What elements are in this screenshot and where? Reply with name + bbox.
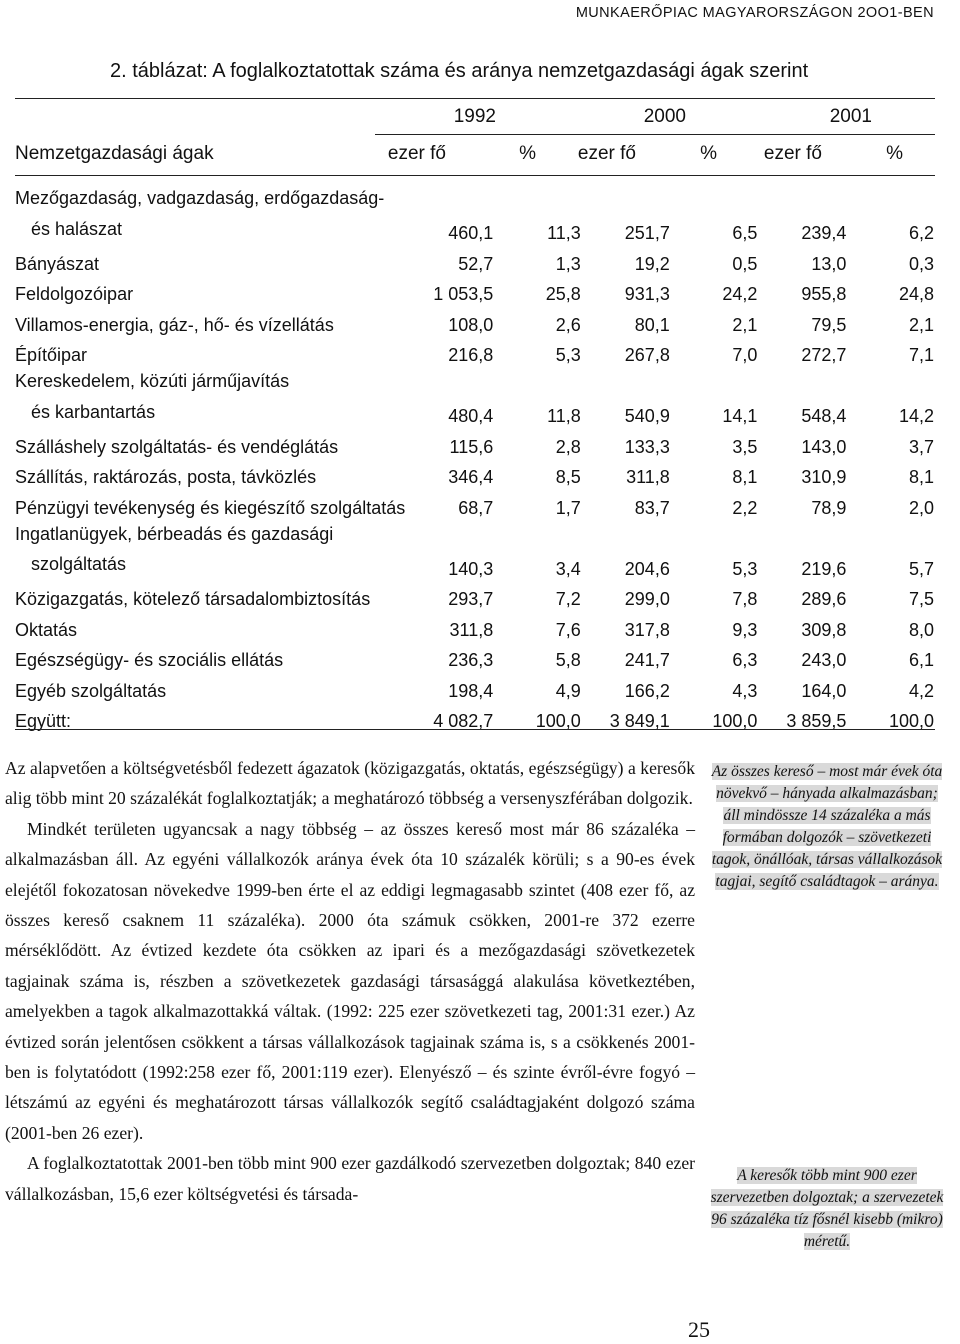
table-cell: 293,7 bbox=[448, 589, 494, 609]
row-label-line: Feldolgozóipar bbox=[15, 284, 134, 304]
row-label-line: Villamos-energia, gáz-, hő- és vízellátás bbox=[15, 314, 334, 335]
table-cell: 11,3 bbox=[547, 223, 581, 243]
table-row bbox=[15, 275, 935, 306]
table-row bbox=[15, 183, 935, 244]
table-cell: 239,4 bbox=[801, 223, 847, 243]
row-label bbox=[15, 305, 405, 336]
table-cell: 236,3 bbox=[448, 650, 494, 670]
table-cell: 133,3 bbox=[624, 436, 670, 457]
table-cell: 14,1 bbox=[722, 406, 758, 426]
body-paragraph: Az alapvetően a költségvetésből fedezett ágazatok (közigazgatás, oktatás, egészségügy) a keresők alig több mint 20 százalékát foglalkoztatják; a meghatározó többség a versenyszférában dolgozik. bbox=[5, 758, 695, 809]
employment-table bbox=[15, 183, 935, 732]
table-cell: 4,3 bbox=[732, 680, 758, 701]
page-number: 25 bbox=[688, 1317, 710, 1342]
table-row bbox=[15, 366, 935, 427]
row-label bbox=[15, 519, 405, 580]
table-cell: 548,4 bbox=[801, 406, 847, 426]
table-cell: 108,0 bbox=[448, 314, 494, 335]
row-label bbox=[15, 183, 405, 244]
table-cell: 100,0 bbox=[888, 711, 934, 731]
row-label-line: Kereskedelem, közúti járműjavítás bbox=[15, 371, 290, 391]
table-cell: 8,0 bbox=[908, 619, 934, 640]
table-cell: 100,0 bbox=[712, 711, 758, 731]
table-cell: 241,7 bbox=[624, 650, 670, 670]
table-cell: 11,8 bbox=[547, 406, 581, 426]
table-cell: 7,5 bbox=[908, 589, 934, 609]
table-cell: 540,9 bbox=[624, 406, 670, 426]
table-cell: 68,7 bbox=[458, 497, 494, 518]
row-label-line: Egészségügy- és szociális ellátás bbox=[15, 650, 284, 670]
table-cell: 309,8 bbox=[801, 619, 847, 640]
row-label-line: és halászat bbox=[31, 218, 123, 239]
table-cell: 0,5 bbox=[732, 253, 758, 274]
row-label bbox=[15, 671, 405, 702]
row-label-line: Pénzügyi tevékenység és kiegészítő szolgáltatás bbox=[15, 497, 406, 518]
table-top-rule bbox=[15, 98, 935, 99]
table-cell: 52,7 bbox=[458, 253, 494, 274]
table-cell: 24,8 bbox=[898, 284, 934, 304]
year-rule bbox=[375, 134, 935, 135]
header-col-2000-ezer: ezer fő bbox=[577, 143, 636, 164]
table-row bbox=[15, 641, 935, 672]
table-cell: 13,0 bbox=[811, 253, 847, 274]
table-cell: 3 849,1 bbox=[609, 711, 670, 731]
table-cell: 272,7 bbox=[801, 345, 847, 365]
table-cell: 317,8 bbox=[624, 619, 670, 640]
table-cell: 251,7 bbox=[624, 223, 670, 243]
table-cell: 4,2 bbox=[908, 680, 934, 701]
table-cell: 6,3 bbox=[732, 650, 758, 670]
row-label-line: Egyéb szolgáltatás bbox=[15, 680, 167, 701]
table-cell: 164,0 bbox=[801, 680, 847, 701]
table-row bbox=[15, 427, 935, 458]
table-cell: 289,6 bbox=[801, 589, 847, 609]
table-cell: 3,5 bbox=[732, 436, 758, 457]
table-cell: 166,2 bbox=[624, 680, 670, 701]
header-col-1992-pct: % bbox=[519, 143, 536, 164]
running-head: MUNKAERŐPIAC MAGYARORSZÁGON 2OO1-BEN bbox=[575, 5, 934, 21]
margin-note-employment bbox=[707, 761, 947, 893]
table-cell: 2,1 bbox=[732, 314, 758, 335]
table-cell: 346,4 bbox=[448, 467, 494, 487]
table-cell: 310,9 bbox=[801, 467, 847, 487]
row-label bbox=[15, 244, 405, 275]
table-cell: 8,1 bbox=[908, 467, 934, 487]
header-col-2000-pct: % bbox=[700, 143, 717, 164]
table-cell: 460,1 bbox=[448, 223, 494, 243]
year-2001: 2001 bbox=[829, 106, 872, 127]
table-cell: 2,8 bbox=[555, 436, 581, 457]
table-cell: 1,7 bbox=[555, 497, 581, 518]
table-row bbox=[15, 702, 935, 733]
table-cell: 4,9 bbox=[555, 680, 581, 701]
row-label bbox=[15, 641, 405, 672]
header-col-2001-pct: % bbox=[886, 143, 903, 164]
table-cell: 243,0 bbox=[801, 650, 847, 670]
table-cell: 8,1 bbox=[732, 467, 758, 487]
table-body bbox=[15, 183, 935, 732]
margin-note-text: A keresők több mint 900 ezer szervezetben dolgoztak; a szervezetek 96 százaléka tíz fősnél kisebb (mikro) méretű. bbox=[710, 1167, 944, 1250]
table-cell: 311,8 bbox=[626, 467, 670, 487]
table-row bbox=[15, 244, 935, 275]
table-cell: 7,6 bbox=[555, 619, 581, 640]
row-label-line: szolgáltatás bbox=[31, 554, 127, 574]
table-row bbox=[15, 610, 935, 641]
table-cell: 19,2 bbox=[634, 253, 670, 274]
row-label bbox=[15, 610, 405, 641]
table-cell: 140,3 bbox=[448, 558, 494, 579]
table-row bbox=[15, 671, 935, 702]
body-paragraph: Mindkét területen ugyancsak a nagy többség – az összes kereső most már 86 százaléka – alkalmazásban áll. Az egyéni vállalkozók aránya évek óta 10 százalék körüli; s a 90-es évek elejétől fokozatosan növekedve 1999-ben érte el az eddigi legmagasabb szintet (408 ezer fő, az összes kereső csaknem 11 százaléka). 2000 óta számuk csökken, 2001-re 372 ezerre mérséklődött. Az évtized kezdete óta csökken az ipari és a mezőgazdasági szövetkezetek tagjainak száma is, részben a szövetkezetek gazdasági társasággá alakulása következtében, amelyekben a tagok alkalmazottakká váltak. (1992: 225 ezer szövetkezeti tag, 2001:31 ezer.) Az évtized során jelentősen csökkent a társas vállalkozások tagjainak száma is, s a csökkenés 2001-ben is folytatódott (1992:258 ezer fő, 2001:119 ezer). Elenyésző – és szinte évről-évre fogyó – létszámú az egyéni és meghatározott társas vállalkozók segítő családtagjaként dolgozó száma (2001-ben 26 ezer). bbox=[5, 818, 695, 1143]
table-cell: 3,4 bbox=[555, 558, 581, 579]
table-row bbox=[15, 580, 935, 611]
table-cell: 198,4 bbox=[448, 680, 494, 701]
table-cell: 7,1 bbox=[908, 345, 934, 365]
header-col-1992-ezer: ezer fő bbox=[387, 143, 446, 164]
table-cell: 143,0 bbox=[801, 436, 847, 457]
table-cell: 3 859,5 bbox=[786, 711, 847, 731]
table-cell: 83,7 bbox=[634, 497, 670, 518]
table-cell: 480,4 bbox=[448, 406, 494, 426]
table-row bbox=[15, 458, 935, 489]
table-cell: 25,8 bbox=[545, 284, 581, 304]
table-row bbox=[15, 336, 935, 367]
table-cell: 2,1 bbox=[908, 314, 934, 335]
table-cell: 2,0 bbox=[908, 497, 934, 518]
table-cell: 100,0 bbox=[535, 711, 581, 731]
row-label bbox=[15, 427, 405, 458]
table-cell: 1 053,5 bbox=[433, 284, 494, 304]
table-cell: 80,1 bbox=[634, 314, 670, 335]
row-label-line: Bányászat bbox=[15, 253, 100, 274]
row-label-line: Oktatás bbox=[15, 619, 78, 640]
row-label-line: Közigazgatás, kötelező társadalombiztosítás bbox=[15, 589, 371, 609]
row-label bbox=[15, 275, 405, 306]
table-cell: 0,3 bbox=[908, 253, 934, 274]
header-branch-label: Nemzetgazdasági ágak bbox=[15, 143, 214, 164]
header-col-2001-ezer: ezer fő bbox=[763, 143, 822, 164]
year-2000: 2000 bbox=[643, 106, 686, 127]
table-cell: 5,3 bbox=[555, 345, 581, 365]
table-row bbox=[15, 519, 935, 580]
table-cell: 78,9 bbox=[811, 497, 847, 518]
table-cell: 6,2 bbox=[908, 223, 934, 243]
row-label-line: és karbantartás bbox=[31, 401, 156, 422]
row-label bbox=[15, 336, 405, 367]
table-cell: 6,5 bbox=[732, 223, 758, 243]
table-cell: 14,2 bbox=[898, 406, 934, 426]
table-cell: 299,0 bbox=[624, 589, 670, 609]
table-row bbox=[15, 305, 935, 336]
table-cell: 7,8 bbox=[732, 589, 758, 609]
table-cell: 7,2 bbox=[555, 589, 581, 609]
row-label bbox=[15, 366, 405, 427]
table-cell: 2,2 bbox=[732, 497, 758, 518]
row-label-line: Szálláshely szolgáltatás- és vendéglátás bbox=[15, 436, 339, 457]
table-cell: 204,6 bbox=[624, 558, 670, 579]
table-cell: 3,7 bbox=[908, 436, 934, 457]
table-cell: 24,2 bbox=[722, 284, 758, 304]
table-cell: 8,5 bbox=[555, 467, 581, 487]
table-cell: 1,3 bbox=[555, 253, 581, 274]
table-cell: 311,8 bbox=[449, 619, 494, 640]
table-row bbox=[15, 488, 935, 519]
table-cell: 5,7 bbox=[908, 558, 934, 579]
table-cell: 115,6 bbox=[449, 436, 494, 457]
table-cell: 7,0 bbox=[732, 345, 758, 365]
header-bottom-rule bbox=[15, 175, 935, 176]
table-cell: 931,3 bbox=[624, 284, 670, 304]
row-label-line: Építőipar bbox=[15, 345, 88, 365]
table-cell: 5,3 bbox=[732, 558, 758, 579]
table-cell: 267,8 bbox=[624, 345, 670, 365]
table-cell: 2,6 bbox=[555, 314, 581, 335]
table-cell: 6,1 bbox=[908, 650, 934, 670]
row-label bbox=[15, 702, 405, 733]
table-title: 2. táblázat: A foglalkoztatottak száma és aránya nemzetgazdasági ágak szerint bbox=[110, 60, 809, 82]
row-label-line: Mezőgazdaság, vadgazdaság, erdőgazdaság- bbox=[15, 188, 385, 208]
row-label bbox=[15, 580, 405, 611]
row-label-line: Szállítás, raktározás, posta, távközlés bbox=[15, 467, 317, 487]
table-cell: 219,6 bbox=[801, 558, 847, 579]
row-label-line: Együtt: bbox=[15, 711, 72, 731]
row-label-line: Ingatlanügyek, bérbeadás és gazdasági bbox=[15, 523, 334, 544]
body-paragraph: A foglalkoztatottak 2001-ben több mint 900 ezer gazdálkodó szervezetben dolgoztak; 840 ezer vállalkozásban, 15,6 ezer költségvetési és társada- bbox=[5, 1153, 695, 1204]
margin-note-organizations bbox=[707, 1165, 947, 1253]
table-cell: 955,8 bbox=[801, 284, 847, 304]
table-cell: 4 082,7 bbox=[433, 711, 494, 731]
row-label bbox=[15, 458, 405, 489]
table-cell: 9,3 bbox=[732, 619, 758, 640]
table-cell: 216,8 bbox=[448, 345, 494, 365]
row-label bbox=[15, 488, 405, 519]
table-cell: 79,5 bbox=[811, 314, 847, 335]
year-1992: 1992 bbox=[453, 106, 496, 127]
margin-note-text: Az összes kereső – most már évek óta növekvő – hányada alkalmazásban; áll mindössze 14 százaléka a más formában dolgozók – szövetkezeti tagok, önállóak, társas vállalkozások tagjai, segítő családtagok – aránya. bbox=[711, 763, 943, 890]
table-bottom-rule bbox=[15, 729, 935, 730]
table-cell: 5,8 bbox=[555, 650, 581, 670]
body-text bbox=[5, 753, 695, 1209]
